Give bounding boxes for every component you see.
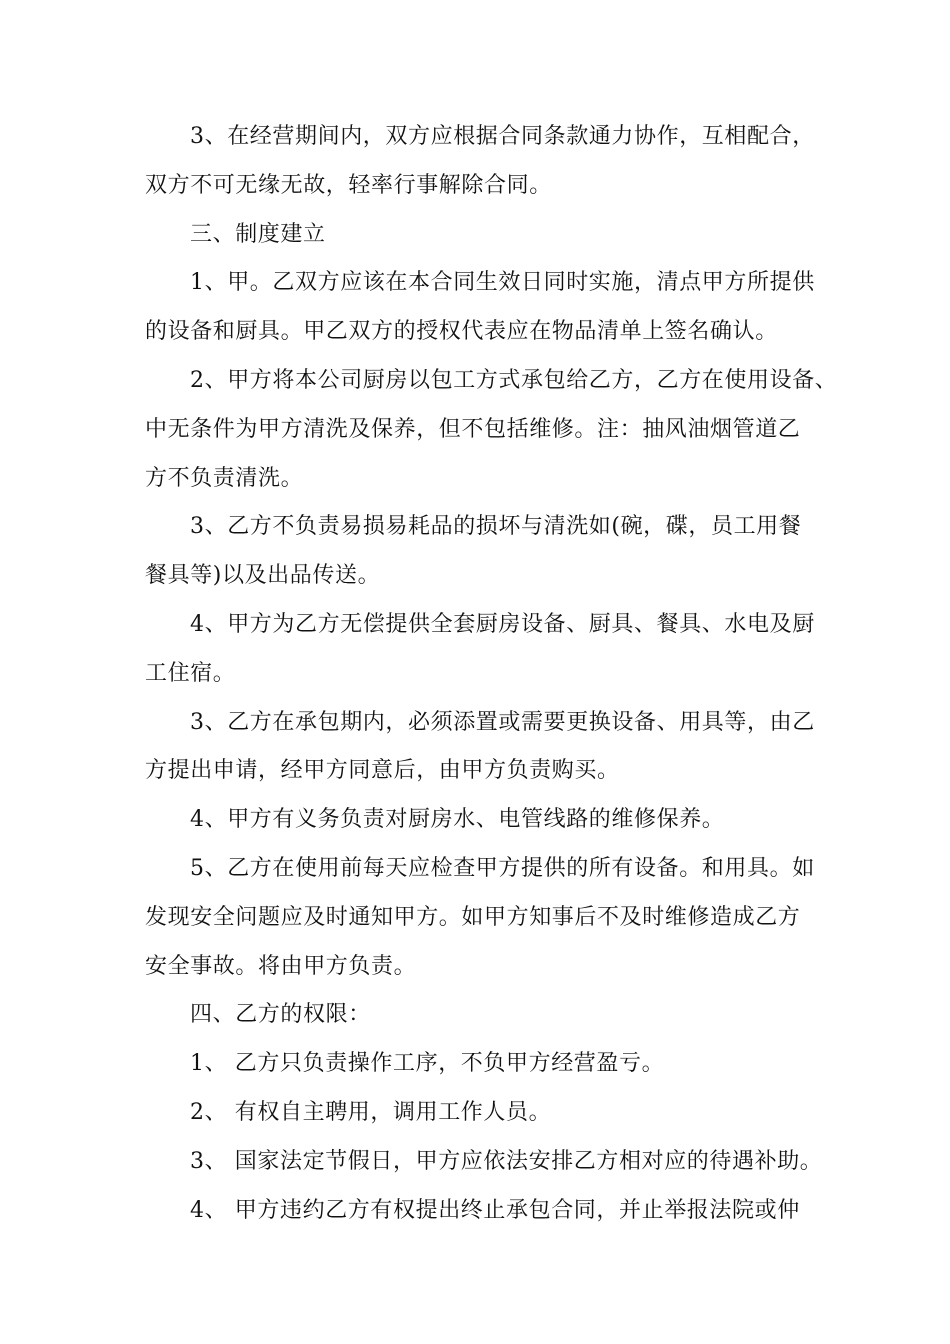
paragraph-line: 4、甲方为乙方无偿提供全套厨房设备、厨具、餐具、水电及厨 — [190, 612, 815, 637]
paragraph-line: 中无条件为甲方清洗及保养，但不包括维修。注：抽风油烟管道乙 — [145, 417, 801, 442]
list-item: 1、 乙方只负责操作工序，不负甲方经营盈亏。 — [190, 1051, 665, 1076]
list-item: 3、 国家法定节假日，甲方应依法安排乙方相对应的待遇补助。 — [190, 1149, 823, 1174]
paragraph-line: 5、乙方在使用前每天应检查甲方提供的所有设备。和用具。如 — [190, 856, 815, 881]
paragraph-line: 3、乙方不负责易损易耗品的损坏与清洗如(碗，碟，员工用餐 — [190, 514, 802, 539]
paragraph-line: 餐具等)以及出品传送。 — [145, 563, 381, 588]
list-item: 4、 甲方违约乙方有权提出终止承包合同，并止举报法院或仲 — [190, 1198, 800, 1223]
paragraph-line: 双方不可无缘无故，轻率行事解除合同。 — [145, 173, 552, 198]
paragraph-line: 3、在经营期间内，双方应根据合同条款通力协作，互相配合， — [190, 124, 815, 149]
section-heading: 三、制度建立 — [190, 222, 326, 247]
paragraph-line: 工住宿。 — [145, 661, 236, 686]
section-heading: 四、乙方的权限： — [190, 1002, 371, 1027]
paragraph-line: 4、甲方有义务负责对厨房水、电管线路的维修保养。 — [190, 807, 725, 832]
paragraph-line: 发现安全问题应及时通知甲方。如甲方知事后不及时维修造成乙方 — [145, 905, 801, 930]
paragraph-line: 方提出申请，经甲方同意后，由甲方负责购买。 — [145, 758, 620, 783]
paragraph-line: 3、乙方在承包期内，必须添置或需要更换设备、用具等，由乙 — [190, 710, 815, 735]
list-item: 2、 有权自主聘用，调用工作人员。 — [190, 1100, 552, 1125]
paragraph-line: 方不负责清洗。 — [145, 466, 304, 491]
paragraph-line: 的设备和厨具。甲乙双方的授权代表应在物品清单上签名确认。 — [145, 319, 778, 344]
paragraph-line: 安全事故。将由甲方负责。 — [145, 954, 417, 979]
paragraph-line: 1、甲。乙双方应该在本合同生效日同时实施，清点甲方所提供 — [190, 270, 815, 295]
paragraph-line: 2、甲方将本公司厨房以包工方式承包给乙方，乙方在使用设备、 — [190, 368, 838, 393]
